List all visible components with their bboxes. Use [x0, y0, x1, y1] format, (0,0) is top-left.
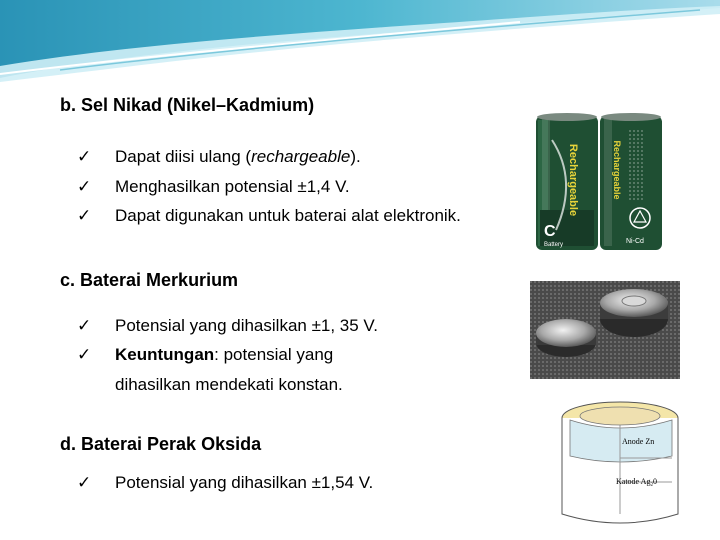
- list-item-text: Potensial yang dihasilkan ±1,54 V.: [115, 473, 374, 492]
- silver-oxide-cell-diagram: [550, 396, 690, 536]
- section-title-nicad: b. Sel Nikad (Nikel–Kadmium): [60, 95, 315, 115]
- battery-word-label: Battery: [544, 242, 564, 248]
- checkmark-icon: ✓: [77, 206, 92, 225]
- checkmark-icon: ✓: [77, 177, 92, 196]
- section-title-silver-oxide: d. Baterai Perak Oksida: [60, 434, 262, 454]
- cell-size-label: C: [544, 223, 556, 240]
- header-wave-banner: [0, 0, 720, 85]
- checkmark-icon: ✓: [77, 345, 92, 364]
- checkmark-icon: ✓: [77, 147, 92, 166]
- nicd-battery-photo: [530, 110, 668, 252]
- list-item-text: Keuntungan: potensial yang: [115, 345, 334, 364]
- list-item-text: Menghasilkan potensial ±1,4 V.: [115, 177, 350, 196]
- rechargeable-label: Rechargeable: [612, 140, 622, 200]
- list-item-continuation: dihasilkan mendekati konstan.: [115, 375, 343, 394]
- list-item-text: Dapat diisi ulang (rechargeable).: [115, 147, 361, 166]
- cathode-label: Katode $Ag_20$: [616, 477, 657, 488]
- section-title-mercury: c. Baterai Merkurium: [60, 270, 239, 290]
- checkmark-icon: ✓: [77, 316, 92, 335]
- checkmark-icon: ✓: [77, 473, 92, 492]
- rechargeable-label: Rechargeable: [567, 143, 579, 217]
- list-item-text: Potensial yang dihasilkan ±1, 35 V.: [115, 316, 378, 335]
- list-item-text: Dapat digunakan untuk baterai alat elektronik.: [115, 206, 461, 225]
- mercury-button-cell-photo: [530, 281, 680, 379]
- anode-label: Anode Zn: [622, 437, 655, 446]
- chemistry-label: Ni-Cd: [626, 238, 644, 245]
